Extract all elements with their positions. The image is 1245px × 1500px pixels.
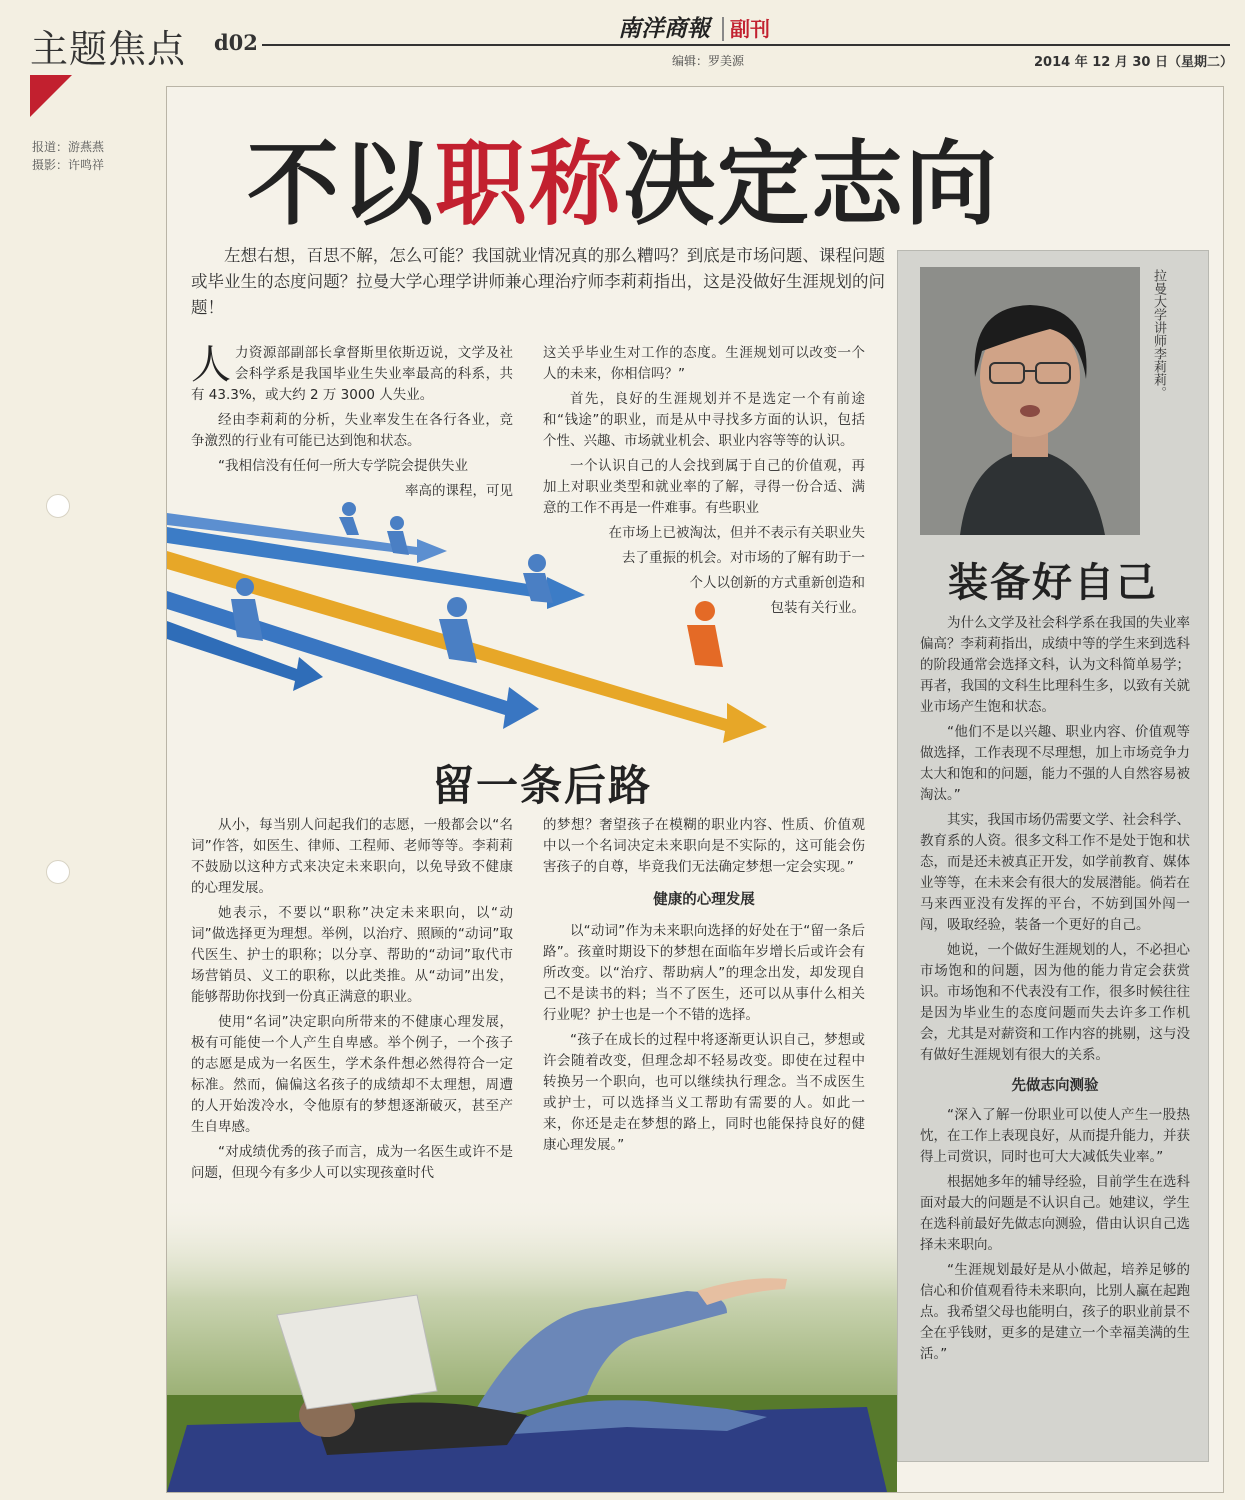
section2-paragraph: 的梦想？奢望孩子在模糊的职业内容、性质、价值观中以一个名词决定未来职向是不实际的，这可能会伤害孩子的自尊，毕竟我们无法确定梦想一定会实现。” [543,817,865,875]
sidebar-paragraph: 其实，我国市场仍需要文学、社会科学、教育系的人资。很多文科工作不是处于饱和状态，而是还未被真正开发，如学前教育、媒体业等等，在未来会有很大的发展潜能。倘若在马来西亚没有发挥的平台，不妨到国外闯一闯，吸取经验，装备一个更好的自己。 [920,812,1190,933]
sidebar-paragraph: 她说，一个做好生涯规划的人，不必担心市场饱和的问题，因为他的能力肯定会获赏识。市场饱和不代表没有工作，很多时候往往是因为毕业生的态度问题而失去许多工作机会，尤其是对薪资和工作内容的挑剔，这与没有做好生涯规划有很大的关系。 [920,942,1190,1063]
section1-paragraph: 这关乎毕业生对工作的态度。生涯规划可以改变一个人的未来，你相信吗？” [543,345,865,382]
photo-caption: 拉曼大学讲师李莉莉。 [1151,269,1166,399]
credits [32,138,104,174]
running-arrows-illustration [167,491,767,761]
section1-left-column [191,343,513,506]
masthead-rule [262,44,1230,46]
sidebar-subhead: 先做志向测验 [1011,1078,1099,1094]
sidebar-body [920,613,1190,1369]
newspaper-name: 南洋商報 副刊 [612,10,776,43]
sidebar-paragraph: “生涯规划最好是从小做起，培养足够的信心和价值观看待未来职向，比别人赢在起跑点。我希望父母也能明白，孩子的职业前景不全在乎钱财，更多的是建立一个幸福美满的生活。” [920,1262,1190,1362]
sidebar-paragraph: “他们不是以兴趣、职业内容、价值观等做选择，工作表现不尽理想，加上市场竞争力太大和饱和的问题，能力不强的人自然容易被淘汰。” [920,724,1190,803]
section1-paragraph: 首先，良好的生涯规划并不是选定一个有前途和“钱途”的职业，而是从中寻找多方面的认识，包括个性、兴趣、市场就业机会、职业内容等等的认识。 [543,391,865,449]
section1-paragraph: 经由李莉莉的分析，失业率发生在各行各业，竞争激烈的行业有可能已达到饱和状态。 [191,412,513,449]
section2-subhead: 健康的心理发展 [653,892,755,908]
page-code: d02 [214,30,258,55]
section2-paragraph: “孩子在成长的过程中将逐渐更认识自己，梦想或许会随着改变，但理念却不轻易改变。即使在过程中转换另一个职向，也可以继续执行理念。当不成医生或护士，可以选择当义工帮助有需要的人。如此一来，你还是走在梦想的路上，同时也能保持良好的健康心理发展。” [543,1032,865,1153]
section-title: 主题焦点 [30,27,187,71]
sidebar-title: 装备好自己 [948,560,1158,606]
sidebar-paragraph: 为什么文学及社会科学系在我国的失业率偏高？李莉莉指出，成绩中等的学生来到选科的阶段通常会选择文科，认为文科简单易学；再者，我国的文科生比理科生多，以致有关就业市场产生饱和状态。 [920,615,1190,715]
photo-credit: 摄影：许鸣祥 [32,158,105,172]
drop-cap: 人 [191,342,231,388]
article-frame [166,86,1224,1493]
headline-part1: 不以 [247,131,436,238]
supplement-label: 副刊 [722,17,770,41]
section2-left-column [191,815,513,1188]
reporter-credit: 报道：游燕燕 [32,140,105,154]
headline-part3: 决定志向 [623,131,1000,238]
section2-paragraph: 她表示，不要以“职称”决定未来职向，以“动词”做选择更为理想。举例，以治疗、照顾的“动词”取代医生、护士的职称；以分享、帮助的“动词”取代市场营销员、义工的职称，以此类推。从“动词”出发，能够帮助你找到一份真正满意的职业。 [191,905,513,1005]
section1-paragraph: 一个认识自己的人会找到属于自己的价值观，再加上对职业类型和就业率的了解，寻得一份合适、满意的工作不再是一件难事。有些职业 [543,458,865,516]
editor-credit: 编辑：罗美源 [672,54,745,68]
section2-paragraph: “对成绩优秀的孩子而言，成为一名医生或许不是问题，但现今有多少人可以实现孩童时代 [191,1144,513,1181]
section2-title: 留一条后路 [431,761,652,810]
portrait-illustration [920,267,1140,535]
section2-right-column [543,815,865,1160]
reading-on-grass-photo [167,1195,897,1492]
section1-paragraph: 包装有关行业。 [770,600,865,616]
section1-paragraph: 人力资源部副部长拿督斯里依斯迈说，文学及社会科学系是我国毕业生失业率最高的科系，共有 43.3%，或大约 2 万 3000 人失业。 [191,342,513,403]
section1-paragraph: 去了重振的机会。对市场的了解有助于一 [622,550,865,566]
portrait-photo [920,267,1140,535]
headline-highlight: 职称 [435,131,624,238]
section1-paragraph: 在市场上已被淘汰，但并不表示有关职业失 [608,525,865,541]
binder-hole [46,494,70,518]
section-red-corner [30,75,72,117]
section2-paragraph: 使用“名词”决定职向所带来的不健康心理发展，极有可能使一个人产生自卑感。举个例子，一个孩子的志愿是成为一名医生，学术条件想必然得符合一定标准。然而，偏偏这名孩子的成绩却不太理想，周遭的人开始泼冷水，令他原有的梦想逐渐破灭，甚至产生自卑感。 [191,1014,513,1135]
section2-paragraph: 以“动词”作为未来职向选择的好处在于“留一条后路”。孩童时期设下的梦想在面临年岁增长后或许会有所改变。以“治疗、帮助病人”的理念出发，却发现自己不是读书的料；当不了医生，还可以从事什么相关行业呢？护士也是一个不错的选择。 [543,923,865,1023]
section1-paragraph: “我相信没有任何一所大专学院会提供失业 [218,458,468,474]
sidebar-panel [897,250,1209,1462]
section1-paragraph: 率高的课程，可见 [405,483,513,499]
binder-hole [46,860,70,884]
section2-paragraph: 从小，每当别人问起我们的志愿，一般都会以“名词”作答，如医生、律师、工程师、老师等等。李莉莉不鼓励以这种方式来决定未来职向，以免导致不健康的心理发展。 [191,817,513,896]
sidebar-paragraph: “深入了解一份职业可以使人产生一股热忱，在工作上表现良好，从而提升能力，并获得上司赏识，同时也可大大减低失业率。” [920,1107,1190,1165]
lead-paragraph: 左想右想，百思不解，怎么可能？我国就业情况真的那么糟吗？到底是市场问题、课程问题或毕业生的态度问题？拉曼大学心理学讲师兼心理治疗师李莉莉指出，这是没做好生涯规划的问题！ [191,246,885,317]
issue-date: 2014 年 12 月 30 日（星期二） [1034,55,1233,70]
sidebar-paragraph: 根据她多年的辅导经验，目前学生在选科面对最大的问题是不认识自己。她建议，学生在选科前最好先做志向测验，借由认识自己选择未来职向。 [920,1174,1190,1253]
headline [247,111,1147,243]
section1-paragraph: 个人以创新的方式重新创造和 [689,575,865,591]
